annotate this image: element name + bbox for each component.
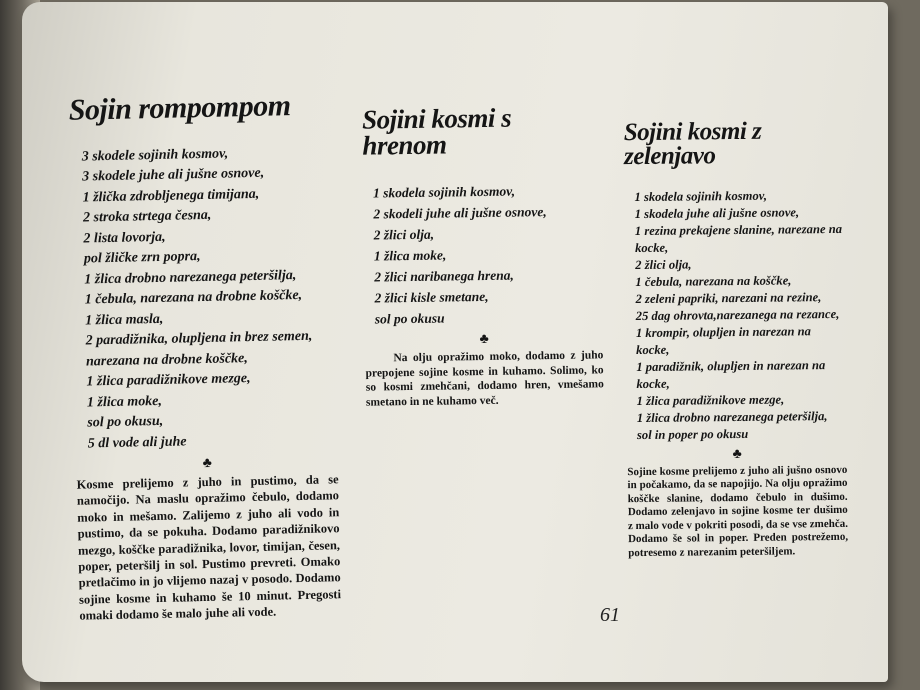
ingredient-item: 2 žlici kisle smetane, — [374, 289, 489, 306]
ingredient-list — [373, 180, 603, 330]
ingredient-item: 1 žlička zdrobljenega timijana, — [82, 186, 260, 206]
ingredient-item: 2 žlici naribanega hrena, — [374, 267, 514, 285]
ingredient-item: sol in poper po okusu — [636, 426, 749, 442]
ingredient-item: 1 čebula, narezana na koščke, — [635, 272, 792, 289]
club-ornament-icon: ♣ — [202, 455, 212, 472]
ingredient-item: 2 paradižnika, olupljena in brez semen, narezana na drobne koščke, — [85, 328, 313, 369]
club-ornament-icon: ♣ — [479, 332, 489, 348]
ingredient-item: 1 žlica paradižnikove mezge, — [636, 391, 785, 408]
ingredient-item: sol po okusu — [374, 310, 445, 327]
ingredient-item: 1 žlica drobno narezanega peteršilja, — [636, 408, 828, 425]
ingredient-item: 1 skodela sojinih kosmov, — [634, 188, 768, 204]
ingredient-item: 1 skodela juhe ali jušne osnove, — [634, 204, 800, 221]
recipe-title: Sojin rompompom — [68, 89, 291, 127]
ingredient-item: 3 skodele juhe ali jušne osnove, — [82, 165, 265, 185]
recipe-column — [362, 104, 604, 410]
ingredient-list — [634, 186, 847, 443]
recipe-method: Na olju opražimo moko, dodamo z juho prepojene sojine kosme in kuhamo. Solimo, ko so kosmi zmehčani, dodamo hren, vmešamo smetano in ne kuhamo več. — [365, 349, 604, 409]
ingredient-item: 1 žlica drobno narezanega peteršilja, — [84, 267, 297, 288]
recipe-method: Kosme prelijemo z juho in pustimo, da se namočijo. Na maslu opražimo čebulo, dodamo moko in mešamo. Zalijemo z juho ali vodo in pustimo, da se pokuha. Dodamo paradižnikovo mezgo, koščke paradižnika, lovor, timijan, česen, poper, peteršilj in sol. Pustimo prevreti. Omako pretlačimo in jo vlijemo nazaj v posodo. Dodamo sojine kosme in kuhamo še 10 minut. Pregosti omaki dodamo še malo juhe ali vode. — [76, 472, 342, 623]
ingredient-item: sol po okusu, — [87, 413, 164, 431]
ingredient-item: 2 zeleni papriki, narezani na rezine, — [635, 289, 822, 306]
ingredient-list — [82, 142, 338, 455]
ingredient-item: 1 paradižnik, olupljen in narezan na kocke, — [636, 357, 826, 391]
ingredient-item: 1 čebula, narezana na drobne koščke, — [84, 287, 303, 308]
recipe-column — [69, 91, 342, 624]
ingredient-item: 1 žlica paradižnikove mezge, — [86, 371, 251, 390]
ingredient-item: 1 žlica moke, — [86, 393, 163, 410]
ingredient-item: 3 skodele sojinih kosmov, — [81, 145, 229, 165]
page-number: 61 — [600, 604, 620, 626]
ingredient-item: 1 krompir, olupljen in narezan na kocke, — [635, 323, 811, 357]
ingredient-item: 1 žlica moke, — [373, 247, 447, 264]
ingredient-item: 1 žlica masla, — [85, 311, 164, 328]
ingredient-item: 2 lista lovorja, — [83, 229, 166, 247]
club-ornament-icon: ♣ — [732, 446, 742, 462]
ingredient-item: 2 skodeli juhe ali jušne osnove, — [373, 204, 547, 222]
ingredient-item: 2 stroka strtega česna, — [82, 207, 212, 226]
ingredient-item: 2 žlici olja, — [373, 226, 435, 243]
ingredient-item: 1 rezina prekajene slanine, narezane na kocke, — [634, 221, 843, 255]
ingredient-item: 2 žlici olja, — [635, 256, 692, 272]
recipe-method: Sojine kosme prelijemo z juho ali jušno osnovo in počakamo, da se napojijo. Na olju opražimo koščke slanine, dodamo čebulo in dušimo. Dodamo zelenjavo in sojine kosme ter dušimo z malo vode v pokriti posodi, da se vse zmehča. Dodamo še sol in poper. Preden postrežemo, potresemo z narezanim peteršiljem. — [627, 463, 849, 560]
recipe-column — [624, 119, 849, 561]
recipe-title: Sojini kosmi z zelenjavo — [623, 117, 762, 170]
ingredient-item: 25 dag ohrovta,narezanega na rezance, — [635, 306, 840, 323]
ingredient-item: 5 dl vode ali juhe — [87, 433, 187, 451]
recipe-title: Sojini kosmi s hrenom — [361, 102, 512, 161]
ingredient-item: 1 skodela sojinih kosmov, — [372, 183, 516, 201]
ingredient-item: pol žličke zrn popra, — [83, 249, 201, 267]
